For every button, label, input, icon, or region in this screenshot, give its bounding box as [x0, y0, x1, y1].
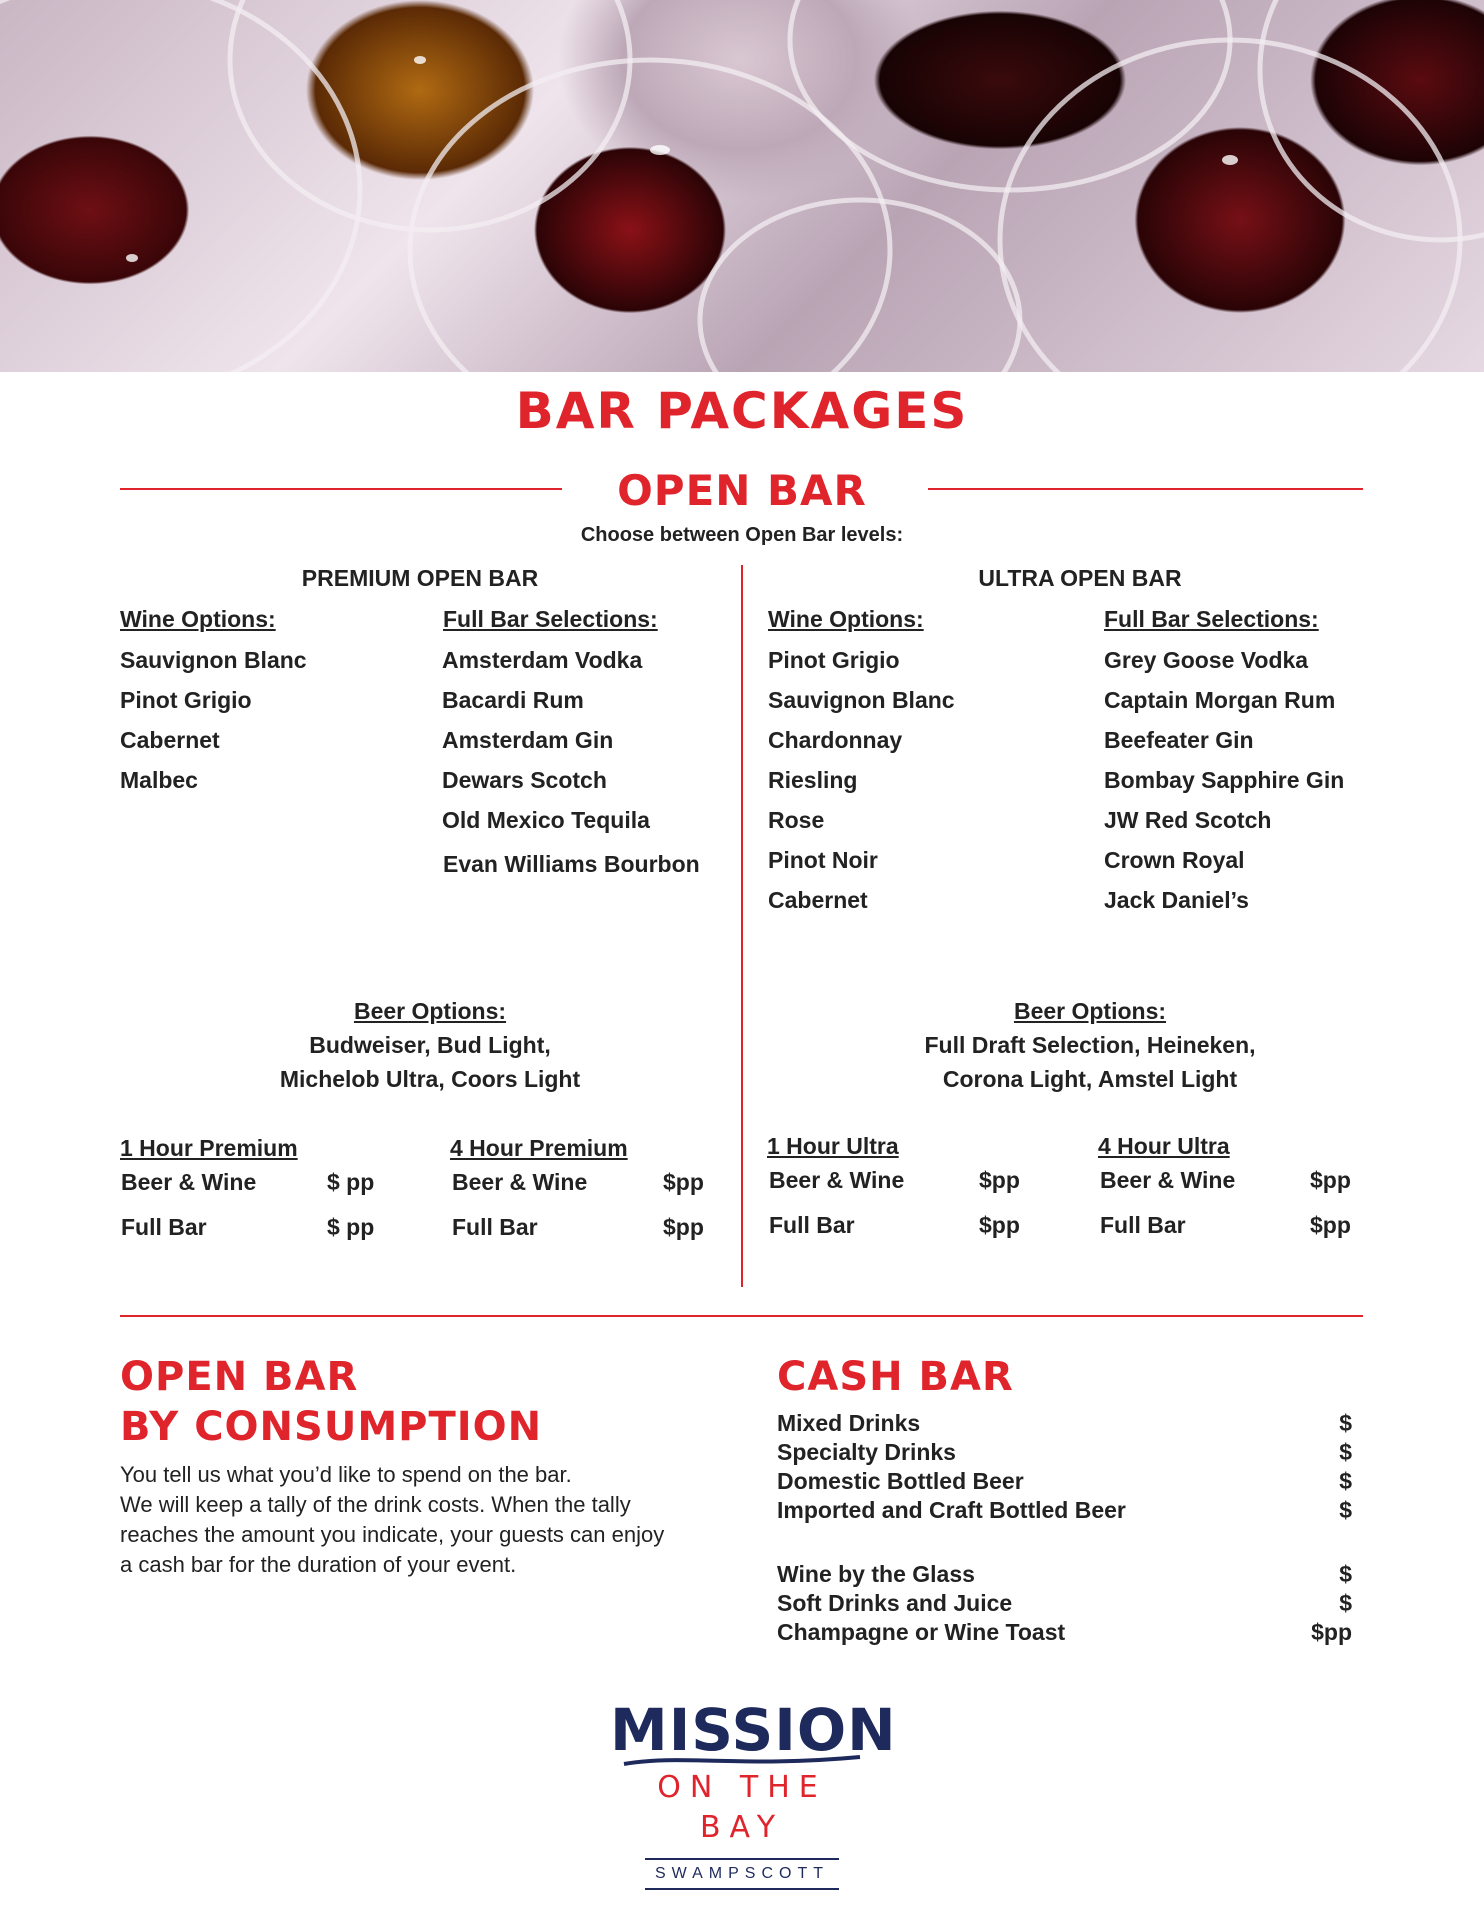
mission-on-the-bay-logo	[610, 1696, 897, 1890]
consumption-line: reaches the amount you indicate, your guests can enjoy	[120, 1522, 665, 1547]
logo-town-text: SWAMPSCOTT	[645, 1858, 839, 1890]
ultra-4hr-price: $pp	[1310, 1212, 1351, 1238]
premium-beer-line1: Budweiser, Bud Light,	[309, 1032, 551, 1058]
ultra-wine-list	[768, 640, 955, 920]
open-bar-heading: OPEN BAR	[617, 466, 867, 515]
cash-bar-title: CASH BAR	[777, 1354, 1014, 1400]
ultra-1hr-price: $pp	[979, 1167, 1020, 1193]
cash-bar-price: $pp	[1311, 1619, 1352, 1645]
cash-bar-price: $	[1339, 1410, 1352, 1436]
cash-bar-item: Wine by the Glass	[777, 1561, 975, 1587]
premium-1hr-label: 1 Hour Premium	[120, 1135, 298, 1161]
cash-bar-row	[777, 1590, 1352, 1620]
cash-bar-row	[777, 1561, 1352, 1591]
consumption-title	[120, 1352, 542, 1452]
hero-wine-glasses-image	[0, 0, 1484, 372]
list-item: Bombay Sapphire Gin	[1104, 767, 1345, 793]
premium-wine-list	[120, 640, 307, 800]
list-item: Pinot Noir	[768, 847, 878, 873]
list-item: Bacardi Rum	[442, 687, 584, 713]
list-item: Pinot Grigio	[768, 647, 900, 673]
premium-4hr-label: 4 Hour Premium	[450, 1135, 628, 1161]
ultra-4hr-item: Beer & Wine	[1100, 1167, 1236, 1193]
consumption-description	[120, 1460, 664, 1580]
cash-bar-price: $	[1339, 1439, 1352, 1465]
ultra-4hr-price: $pp	[1310, 1167, 1351, 1193]
list-item: Amsterdam Gin	[442, 727, 614, 753]
ultra-beer-block	[820, 994, 1360, 1096]
logo-sub-text: ON THE BAY	[657, 1770, 827, 1845]
ultra-beer-line1: Full Draft Selection, Heineken,	[924, 1032, 1256, 1058]
list-item: Malbec	[120, 767, 198, 793]
cash-bar-item: Domestic Bottled Beer	[777, 1468, 1024, 1494]
ultra-beer-label: Beer Options:	[1013, 998, 1167, 1024]
list-item: JW Red Scotch	[1104, 807, 1272, 833]
list-item: Captain Morgan Rum	[1104, 687, 1336, 713]
cash-bar-item: Mixed Drinks	[777, 1410, 921, 1436]
cash-bar-item: Imported and Craft Bottled Beer	[777, 1497, 1126, 1523]
list-item: Crown Royal	[1104, 847, 1245, 873]
cash-bar-price: $	[1339, 1497, 1352, 1523]
cash-bar-row	[777, 1619, 1352, 1649]
list-item: Cabernet	[768, 887, 868, 913]
cash-bar-row	[777, 1468, 1352, 1498]
consumption-line: You tell us what you’d like to spend on the bar.	[120, 1462, 572, 1487]
column-divider	[741, 565, 743, 1287]
ultra-1hr-item: Beer & Wine	[769, 1167, 905, 1193]
ultra-1hr-item: Full Bar	[769, 1212, 855, 1238]
premium-beer-line2: Michelob Ultra, Coors Light	[279, 1066, 581, 1092]
cash-bar-row	[777, 1497, 1352, 1527]
premium-full-bar-label: Full Bar Selections:	[443, 606, 658, 632]
section-rule	[120, 1315, 1363, 1317]
premium-1hr-item: Beer & Wine	[121, 1169, 257, 1195]
list-item: Old Mexico Tequila	[442, 807, 650, 833]
premium-spirit-list	[442, 640, 650, 840]
premium-heading: PREMIUM OPEN BAR	[301, 565, 539, 591]
premium-4hr-item: Full Bar	[452, 1214, 538, 1240]
list-item: Grey Goose Vodka	[1104, 647, 1309, 673]
list-item: Amsterdam Vodka	[442, 647, 643, 673]
cash-bar-price: $	[1339, 1561, 1352, 1587]
ultra-1hr-label: 1 Hour Ultra	[767, 1133, 899, 1159]
cash-bar-item: Soft Drinks and Juice	[777, 1590, 1013, 1616]
cash-bar-item: Champagne or Wine Toast	[777, 1619, 1066, 1645]
open-bar-subtitle: Choose between Open Bar levels:	[580, 524, 904, 546]
cash-bar-row	[777, 1439, 1352, 1469]
ultra-wine-label: Wine Options:	[768, 606, 924, 632]
list-item: Beefeater Gin	[1104, 727, 1254, 753]
premium-beer-label: Beer Options:	[353, 998, 507, 1024]
premium-1hr-price: $ pp	[327, 1214, 375, 1240]
cash-bar-price: $	[1339, 1590, 1352, 1616]
premium-4hr-price: $pp	[663, 1169, 704, 1195]
list-item: Sauvignon Blanc	[120, 647, 307, 673]
cash-bar-row	[777, 1410, 1352, 1440]
list-item: Chardonnay	[768, 727, 903, 753]
ultra-spirit-list	[1104, 640, 1344, 920]
logo-main-text: MISSION	[610, 1696, 897, 1764]
ultra-full-bar-label: Full Bar Selections:	[1104, 606, 1319, 632]
list-item: Pinot Grigio	[120, 687, 252, 713]
list-item: Jack Daniel’s	[1104, 887, 1249, 913]
premium-1hr-item: Full Bar	[121, 1214, 207, 1240]
cash-bar-price: $	[1339, 1468, 1352, 1494]
consumption-title-line1: OPEN BAR	[120, 1354, 359, 1400]
premium-4hr-price: $pp	[663, 1214, 704, 1240]
ultra-beer-line2: Corona Light, Amstel Light	[942, 1066, 1238, 1092]
list-item: Riesling	[768, 767, 858, 793]
consumption-title-line2: BY CONSUMPTION	[120, 1404, 543, 1450]
list-item: Dewars Scotch	[442, 767, 607, 793]
list-item: Rose	[768, 807, 825, 833]
list-item: Cabernet	[120, 727, 220, 753]
premium-beer-block	[160, 994, 700, 1096]
ultra-4hr-item: Full Bar	[1100, 1212, 1186, 1238]
premium-wine-label: Wine Options:	[120, 606, 276, 632]
consumption-line: a cash bar for the duration of your event.	[120, 1552, 517, 1577]
premium-4hr-item: Beer & Wine	[452, 1169, 588, 1195]
list-item: Sauvignon Blanc	[768, 687, 955, 713]
ultra-1hr-price: $pp	[979, 1212, 1020, 1238]
page-title: BAR PACKAGES	[515, 382, 969, 440]
ultra-heading: ULTRA OPEN BAR	[978, 565, 1182, 591]
premium-1hr-price: $ pp	[327, 1169, 375, 1195]
wine-glasses-illustration	[0, 0, 1484, 372]
cash-bar-item: Specialty Drinks	[777, 1439, 956, 1465]
ultra-4hr-label: 4 Hour Ultra	[1098, 1133, 1230, 1159]
consumption-line: We will keep a tally of the drink costs. When the tally	[120, 1492, 631, 1517]
premium-spirit-extra: Evan Williams Bourbon	[443, 851, 700, 877]
